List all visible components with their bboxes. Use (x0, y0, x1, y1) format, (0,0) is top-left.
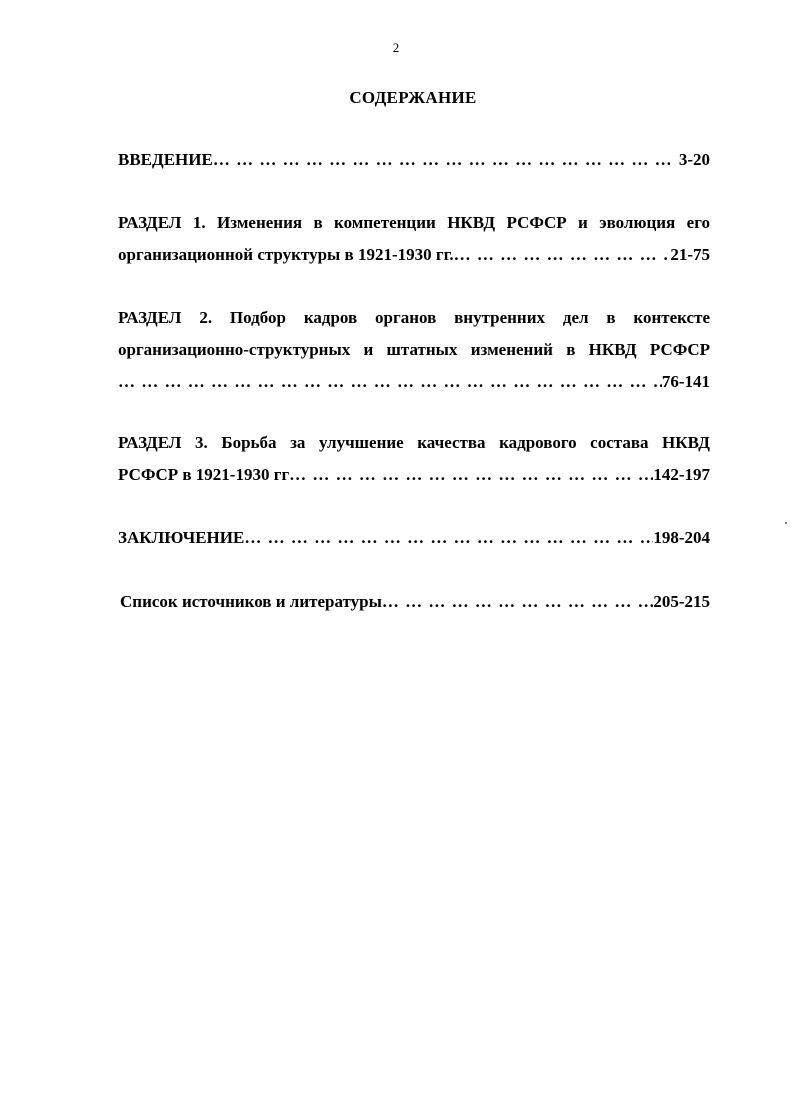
dot-leader (213, 144, 679, 176)
dot-leader (118, 366, 662, 398)
toc-entry-label: ВВЕДЕНИЕ (118, 150, 213, 169)
toc-entry-line: РАЗДЕЛ 1. Изменения в компетенции НКВД РСФСР и эволюция его (118, 213, 710, 232)
scan-speck (785, 522, 787, 524)
toc-row (118, 522, 710, 554)
toc-entry-section-2 (118, 302, 710, 398)
dot-leader (382, 586, 653, 618)
dot-leader (244, 522, 653, 554)
toc-entry-introduction (118, 144, 710, 176)
toc-entry-label: РСФСР в 1921-1930 гг (118, 465, 290, 484)
toc-entry-line: РАЗДЕЛ 3. Борьба за улучшение качества кадрового состава НКВД (118, 433, 710, 452)
toc-title: СОДЕРЖАНИЕ (349, 88, 477, 107)
dot-leader (454, 239, 671, 271)
toc-entry-pages: 205-215 (653, 592, 710, 611)
toc-entry-conclusion (118, 522, 710, 554)
toc-row (120, 586, 710, 618)
toc-entry-pages: 3-20 (678, 150, 710, 169)
page-number: 2 (392, 40, 400, 55)
toc-row (118, 239, 710, 271)
toc-entry-label: ЗАКЛЮЧЕНИЕ (118, 528, 245, 547)
toc-entry-label: организационной структуры в 1921-1930 гг. (118, 245, 454, 264)
toc-entry-bibliography (120, 586, 710, 618)
toc-row (118, 366, 710, 398)
toc-entry-pages: 198-204 (653, 528, 710, 547)
toc-entry-pages: 142-197 (653, 465, 710, 484)
toc-row (118, 144, 710, 176)
toc-entry-line: организационно-структурных и штатных изменений в НКВД РСФСР (118, 340, 710, 359)
toc-entry-line: РАЗДЕЛ 2. Подбор кадров органов внутренних дел в контексте (118, 308, 710, 327)
toc-entry-section-1 (118, 207, 710, 271)
toc-entry-section-3 (118, 427, 710, 491)
dot-leader (289, 459, 653, 491)
toc-entry-pages: 76-141 (661, 372, 710, 391)
toc-entry-pages: 21-75 (670, 245, 710, 264)
toc-entry-label: Список источников и литературы (120, 592, 382, 611)
toc-row (118, 459, 710, 491)
